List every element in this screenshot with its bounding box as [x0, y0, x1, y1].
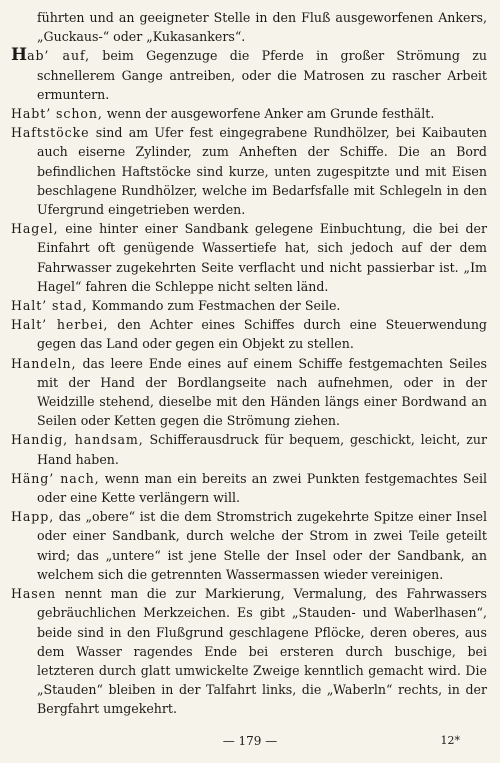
- entry-hab-auf: [11, 46, 487, 104]
- entry-text: führten und an geeigneter Stelle in den Fluß ausgeworfenen Ankers, „Guckaus-“ oder „Kukasankers“.: [37, 10, 487, 45]
- entry-text: das leere Ende eines auf einem Schiffe festgemachten Seiles mit der Hand der Bordlangseite nach aufnehmen, oder in der Weidzille stehend, dieselbe mit den Händen längs einer Bordwand an Seilen oder Ketten gegen die Strömung ziehen.: [37, 355, 487, 429]
- entry-term: Habt’ schon,: [11, 106, 103, 122]
- entry-halt-stad: [11, 296, 487, 315]
- entry-text: wenn man ein bereits an zwei Punkten festgemachtes Seil oder eine Kette verlängern will.: [37, 470, 487, 506]
- entry-text: das „obere“ ist die dem Stromstrich zugekehrte Spitze einer Insel oder einer Sandbank, durch welche der Strom in zwei Teile geteilt wird; das „untere“ ist jene Stelle der Insel oder der Sandbank, an welchem sich die getrennten Wassermassen wieder vereinigen.: [37, 509, 487, 582]
- entry-hasen: [11, 584, 487, 718]
- entry-handeln: [11, 354, 487, 431]
- entry-continuation: [11, 8, 487, 46]
- drop-cap: H: [11, 45, 28, 66]
- entry-haftstoecke: [11, 123, 487, 219]
- entry-term: Hagel,: [11, 221, 59, 237]
- entry-habt-schon: [11, 104, 487, 123]
- entry-text: nennt man die zur Markierung, Vermalung, des Fahrwassers gebräuchlichen Merkzeichen. Es gibt „Stauden- und Waberlhasen“, beide sind in den Flußgrund geschlagene Pflöcke, deren oberes, aus dem Wasser ragendes Ende bei ersteren durch buschige, bei letzteren durch glatt umwickelte Zweige kenntlich gemacht wird. Die „Stauden“ bleiben in der Talfahrt links, die „Waberln“ rechts, in der Bergfahrt umgekehrt.: [37, 586, 487, 717]
- entry-term: Hasen: [11, 586, 57, 602]
- entry-text: wenn der ausgeworfene Anker am Grunde festhält.: [102, 106, 435, 122]
- entry-text: beim Gegenzuge die Pferde in großer Strömung zu schnellerem Gange antreiben, oder die Matrosen zu rascher Arbeit ermuntern.: [37, 48, 487, 102]
- page-footer: [0, 734, 500, 754]
- entry-term: Handig, handsam,: [11, 432, 144, 448]
- entry-term: Haftstöcke: [11, 125, 90, 141]
- entry-text: sind am Ufer fest eingegrabene Rundhölzer, bei Kaibauten auch eiserne Zylinder, zum Anheften der Schiffe. Die an Bord befindlichen Haftstöcke sind kurze, unten zugespitzte und mit Eisen beschlagene Rundhölzer, welche im Bedarfsfalle mit Schlegeln in den Ufergrund eingetrieben werden.: [37, 125, 487, 218]
- entry-term: Halt’ herbei,: [11, 317, 109, 333]
- entry-text: Kommando zum Festmachen der Seile.: [87, 298, 341, 314]
- entry-term: Happ,: [11, 509, 55, 525]
- entry-text: eine hinter einer Sandbank gelegene Einbuchtung, die bei der Einfahrt oft genügende Wassertiefe hat, sich jedoch auf der dem Fahrwasser zugekehrten Seite verflacht und nicht passierbar ist. „Im Hagel“ fahren die Schleppe nicht selten länd.: [37, 221, 487, 294]
- text-column: [11, 8, 487, 719]
- entry-happ: [11, 507, 487, 584]
- entry-haeng-nach: [11, 469, 487, 507]
- entry-hagel: [11, 219, 487, 296]
- entry-text: den Achter eines Schiffes durch eine Steuerwendung gegen das Land oder gegen ein Objekt zu stellen.: [37, 317, 487, 352]
- entry-handig: [11, 430, 487, 468]
- entry-term: Häng’ nach,: [11, 470, 100, 486]
- entry-halt-herbei: [11, 315, 487, 353]
- entry-term: Halt’ stad,: [11, 298, 88, 314]
- entry-term: Handeln,: [11, 355, 77, 371]
- entry-text: Schifferausdruck für bequem, geschickt, leicht, zur Hand haben.: [37, 432, 487, 467]
- page-number: — 179 —: [222, 734, 278, 748]
- signature-mark: 12*: [440, 734, 460, 747]
- entry-term: ab’ auf,: [27, 48, 90, 64]
